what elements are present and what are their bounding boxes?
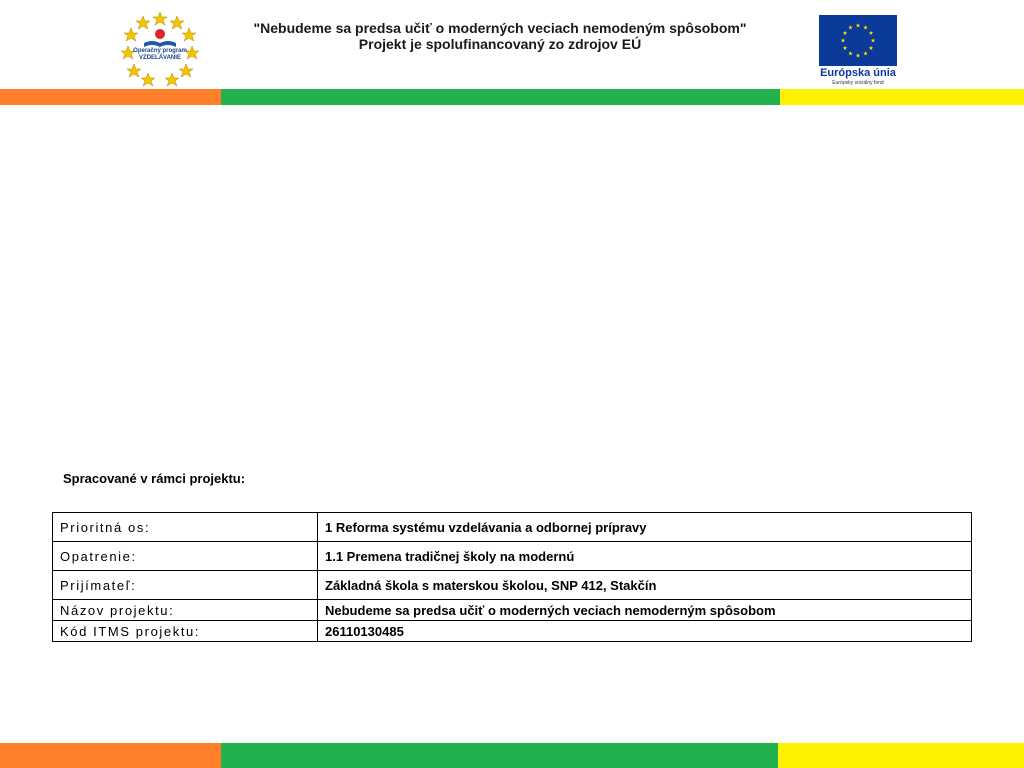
page-header xyxy=(0,0,1024,89)
stripe-green xyxy=(221,743,778,768)
op-logo-line2: VZDELÁVANIE xyxy=(139,55,181,61)
stripe-yellow xyxy=(780,89,1024,105)
top-color-stripe xyxy=(0,89,1024,105)
eu-flag-icon xyxy=(819,15,897,66)
row-value: 1.1 Premena tradičnej školy na modernú xyxy=(318,542,972,571)
stripe-yellow xyxy=(778,743,1024,768)
stripe-green xyxy=(221,89,780,105)
eu-logo-name: Európska únia xyxy=(820,67,896,79)
header-title-line1: "Nebudeme sa predsa učiť o moderných veciach nemodeným spôsobom" xyxy=(253,20,747,36)
table-row xyxy=(53,542,972,571)
row-label: Názov projektu: xyxy=(53,600,318,621)
table-row xyxy=(53,571,972,600)
stripe-orange xyxy=(0,89,221,105)
table-row xyxy=(53,600,972,621)
table-row xyxy=(53,621,972,642)
row-value: 1 Reforma systému vzdelávania a odbornej prípravy xyxy=(318,513,972,542)
header-title xyxy=(220,20,780,52)
row-value: 26110130485 xyxy=(318,621,972,642)
row-value: Nebudeme sa predsa učiť o moderných veciach nemoderným spôsobom xyxy=(318,600,972,621)
stripe-orange xyxy=(0,743,221,768)
eu-logo xyxy=(819,15,897,87)
row-label: Kód ITMS projektu: xyxy=(53,621,318,642)
row-label: Prioritná os: xyxy=(53,513,318,542)
project-info-table xyxy=(52,512,972,642)
row-label: Prijímateľ: xyxy=(53,571,318,600)
eu-logo-subtitle: Európsky sociálny fond xyxy=(832,80,884,86)
op-logo-line1: Operačný program xyxy=(133,48,187,54)
section-title: Spracované v rámci projektu: xyxy=(63,471,246,486)
header-title-line2: Projekt je spolufinancovaný zo zdrojov EÚ xyxy=(358,36,642,52)
book-icon xyxy=(144,41,176,47)
table-row xyxy=(53,513,972,542)
red-dot-icon xyxy=(155,29,165,39)
bottom-color-stripe xyxy=(0,743,1024,768)
row-value: Základná škola s materskou školou, SNP 412, Stakčín xyxy=(318,571,972,600)
row-label: Opatrenie: xyxy=(53,542,318,571)
